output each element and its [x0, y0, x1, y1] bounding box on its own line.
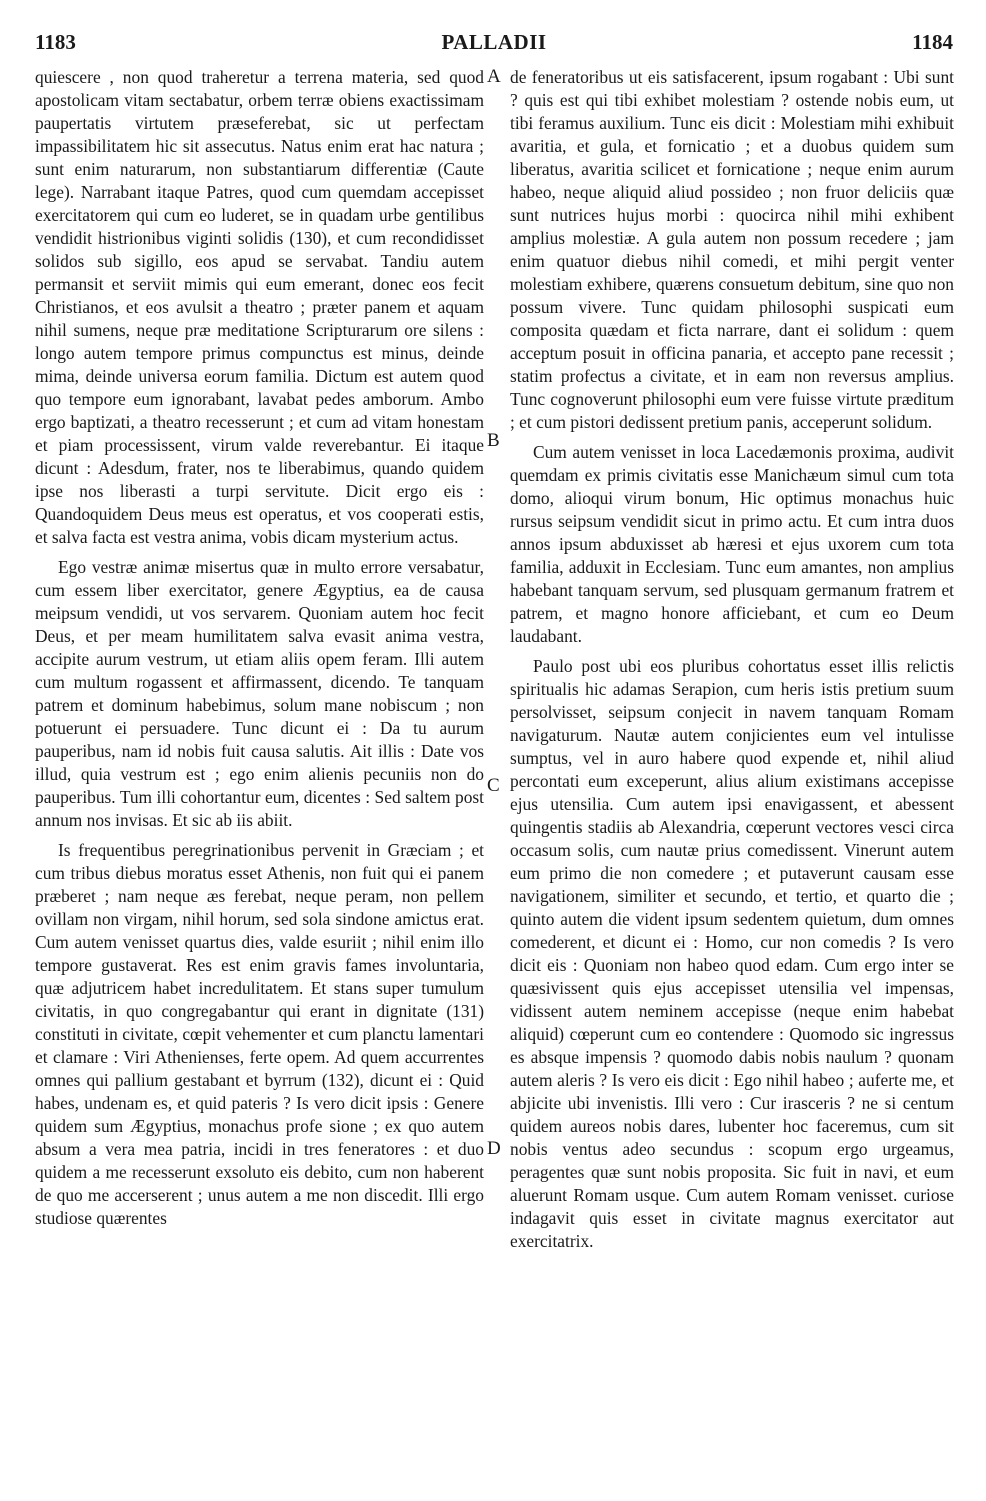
- left-column: [35, 66, 484, 1230]
- margin-marker-d: D: [487, 1138, 501, 1159]
- right-paragraph: Paulo post ubi eos pluribus cohortatus esset illis relictis spiritualis hic adamas Serapion, cum heris istis pretium suum persolvisset, seipsum conjecit in navem tanquam Romam navigaturum. Nautæ autem conjicientes eum vel intulisse sumptus, vel in auro habere quod expende et, nihil aliud percontati eum exceperunt, alius alium existimans accepisse ejus utensilia. Cum autem ipsi enavigassent, et abessent quingentis stadiis ab Alexandria, cœperunt vectores vesci circa occasum solis, cum nautæ prius comedissent. Vinerunt autem eum primo die non comedere ; et putaverunt causam esse navigationem, similiter et secundo, et tertio, et quarto die ; quinto autem die vident ipsum sedentem quietum, dum omnes comederent, et dicunt ei : Homo, cur non comedis ? Is vero dicit eis : Quoniam non habeo quod edam. Cum ergo inter se quæsivissent quis ejus accepisset utensilia vel impensas, vidissent autem neminem accepisse (neque enim habebat aliquid) cœperunt cum eo contendere : Quomodo sic ingressus es absque impensis ? quomodo dabis nobis naulum ? quonam autem aleris ? Is vero eis dicit : Ego nihil habeo ; auferte me, et abjicite ubi invenistis. Illi vero : Cur irasceris ? ne si centum quidem aureos nobis dares, lubenter hoc faceremus, cum sit nobis ventus adeo secundus : scopum ergo urgeamus, peragentes quæ sunt nobis proposita. Sic fuit in navi, et eum aluerunt Romam usque. Cum autem Romam venisset. curiose indagavit quis esset in civitate magnus exercitator aut exercitatrix.: [510, 656, 954, 1251]
- left-page-number: 1183: [35, 30, 76, 54]
- left-paragraph: Is frequentibus peregrinationibus pervenit in Græciam ; et cum tribus diebus moratus esset Athenis, non fuit qui ei panem præberet ; nam neque æs ferebat, neque peram, non pellem ovillam non virgam, nihil horum, sed sola sindone amictus erat. Cum autem venisset quartus dies, valde esuriit ; nihil enim illo tempore gustaverat. Res est enim gravis fames involuntaria, quæ adjutricem habet incredulitatem. Et stans super tumulum civitatis, in quo congregabantur qui erant in dignitate (131) constituti in civitate, cœpit vehementer et cum planctu lamentari et clamare : Viri Athenienses, ferte opem. Ad quem accurrentes omnes qui pallium gestabant et byrrum (132), dicunt ei : Quid habes, undenam es, et quid pateris ? Is vero dicit ipsis : Genere quidem sum Ægyptius, monachus profe sione ; ex quo autem absum a vera mea patria, incidi in tres feneratores : et duo quidem a me recesserunt exsoluto eis debito, cum non haberent de quo me accerserent ; unus autem a me non discedit. Illi ergo studiose quærentes: [35, 840, 484, 1228]
- margin-marker-c: C: [487, 775, 500, 796]
- page-header: [35, 30, 953, 58]
- left-paragraph: Ego vestræ animæ misertus quæ in multo errore versabatur, cum essem liber exercitator, genere Ægyptius, ea de causa meipsum vendidi, ut vos servarem. Quoniam autem hoc fecit Deus, et per meam humilitatem salva evasit anima vestra, accipite aurum vestrum, ut etiam aliis opem feram. Illi autem cum multum rogassent et affirmassent, dicendo. Te tanquam patrem et dominum habebimus, solum mane nobiscum ; non potuerunt ei persuadere. Tunc dicunt ei : Da tu aurum pauperibus, nam id nobis fuit causa salutis. Ait illis : Date vos illud, quia vestrum est ; ego enim alienis pecuniis non do pauperibus. Tum illi cohortantur eum, dicentes : Sed saltem post annum nos invisas. Et sic ab iis abiit.: [35, 557, 484, 830]
- margin-marker-b: B: [487, 430, 500, 451]
- right-column: [510, 66, 954, 1253]
- running-title: PALLADII: [441, 30, 547, 54]
- left-paragraph: quiescere , non quod traheretur a terrena materia, sed quod apostolicam vitam sectabatur, orbem terræ obiens exactissimam paupertatis virtutem præseferebat, sic ut perfectam impassibilitatem hic sit assecutus. Natus enim erat hac natura ; sunt enim naturarum, non substantiarum differentiæ (Caute lege). Narrabant itaque Patres, quod cum quemdam accepisset exercitatorem qui cum eo luderet, se in quadam urbe gentilibus vendidit histrionibus viginti solidis (130), et cum recondidisset solidos sub sigillo, eos apud se servabat. Tandiu autem permansit et serviit mimis qui eum emerant, donec eos fecit Christianos, et eos avulsit a theatro ; præter panem et aquam nihil sumens, neque præ meditatione Scripturarum ore silens : longo autem tempore primus compunctus est minus, deinde mima, deinde universa eorum familia. Dictum est autem quod quo tempore eum ignorabant, lavabat pedes amborum. Ambo ergo baptizati, a theatro recesserunt ; et cum ad vitam honestam et piam processissent, virum valde reverebantur. Ei itaque dicunt : Adesdum, frater, nos te liberabimus, quando quidem ipse nos liberasti a turpi servitute. Dicit ergo eis : Quandoquidem Deus meus est operatus, et vos cooperati estis, et salva facta est vestra anima, vobis dicam mysterium actus.: [35, 67, 484, 547]
- right-paragraph: de feneratoribus ut eis satisfacerent, ipsum rogabant : Ubi sunt ? quis est qui tibi exhibet molestiam ? ostende nobis eum, ut tibi feramus auxilium. Tunc eis dicit : Molestiam mihi exhibuit avaritia, et gula, et fornicatio ; et a duobus quidem sum liberatus, avaritia scilicet et fornicatione ; neque enim aurum habeo, neque aliquid aliud possideo ; non fruor deliciis quæ sunt nutrices hujus morbi : quocirca nihil mihi exhibent amplius molestiæ. A gula autem non possum recedere ; jam enim quatuor diebus nihil comedi, et mihi pergit venter molestiam exhibere, quærens consuetum debitum, sine quo non possum vivere. Tunc quidam philosophi suspicati eum composita quædam et ficta narrare, dant ei solidum : quem acceptum posuit in officina panaria, et accepto pane recessit ; statim profectus a civitate, et in eam non reversus amplius. Tunc cognoverunt philosophi eum vere fuisse virtute præditum ; et cum pistori dedissent pretium panis, acceperunt solidum.: [510, 67, 954, 432]
- margin-marker-a: A: [487, 66, 501, 87]
- right-page-number: 1184: [912, 30, 953, 54]
- right-paragraph: Cum autem venisset in loca Lacedæmonis proxima, audivit quemdam ex primis civitatis esse Manichæum simul cum tota domo, alioqui virum bonum, Hic optimus monachus huic rursus seipsum vendidit sicut in primo actu. Et cum intra duos annos ipsum abduxisset ab hæresi et ejus uxorem cum tota familia, adduxit in Ecclesiam. Tunc eum amantes, non amplius habebant tanquam servum, sed plusquam germanum fratrem et patrem, et magno honore afficiebant, et cum eo Deum laudabant.: [510, 442, 954, 646]
